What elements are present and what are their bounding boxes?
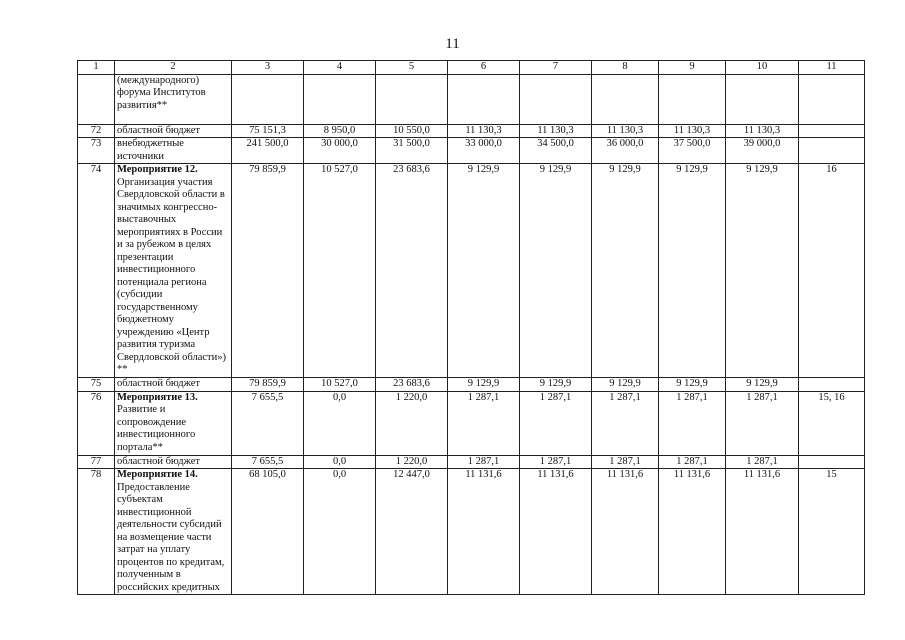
value-cell: 11 130,3 xyxy=(592,124,659,138)
row-number: 74 xyxy=(78,164,115,378)
column-number-row xyxy=(78,61,865,75)
value-cell: 79 859,9 xyxy=(232,164,304,378)
value-cell: 10 550,0 xyxy=(376,124,448,138)
value-cell: 11 131,6 xyxy=(448,469,520,595)
row-number: 76 xyxy=(78,391,115,455)
value-cell xyxy=(726,74,799,124)
value-cell: 1 287,1 xyxy=(659,391,726,455)
measure-title: Мероприятие 14. xyxy=(117,469,198,480)
col-header: 8 xyxy=(592,61,659,75)
value-cell: 11 130,3 xyxy=(726,124,799,138)
value-cell: 11 131,6 xyxy=(592,469,659,595)
value-cell: 1 287,1 xyxy=(726,391,799,455)
value-cell: 68 105,0 xyxy=(232,469,304,595)
row-number: 77 xyxy=(78,455,115,469)
value-cell: 1 287,1 xyxy=(592,455,659,469)
value-cell: 33 000,0 xyxy=(448,138,520,164)
row-number xyxy=(78,74,115,124)
value-cell: 1 287,1 xyxy=(448,455,520,469)
col-header: 11 xyxy=(799,61,865,75)
row-number: 72 xyxy=(78,124,115,138)
table-row xyxy=(78,455,865,469)
measure-title: Мероприятие 13. xyxy=(117,391,198,403)
value-cell: 9 129,9 xyxy=(659,378,726,392)
row-description xyxy=(115,74,232,124)
value-cell: 11 131,6 xyxy=(659,469,726,595)
row-description xyxy=(115,455,232,469)
row-description xyxy=(115,164,232,378)
value-cell: 9 129,9 xyxy=(448,378,520,392)
value-cell: 30 000,0 xyxy=(304,138,376,164)
row-number: 78 xyxy=(78,469,115,595)
value-cell: 10 527,0 xyxy=(304,378,376,392)
row-description xyxy=(115,124,232,138)
measure-title: Мероприятие 12. xyxy=(117,164,198,175)
row-description xyxy=(115,138,232,164)
value-cell: 37 500,0 xyxy=(659,138,726,164)
table-row xyxy=(78,378,865,392)
row-text: Развитие и сопровождение инвестиционного портала** xyxy=(117,404,196,453)
value-cell: 79 859,9 xyxy=(232,378,304,392)
target-ref-cell: 15, 16 xyxy=(799,391,865,455)
value-cell: 10 527,0 xyxy=(304,164,376,378)
row-text: Организация участия Свердловской области в значимых конгрессно-выставочных мероприятиях в России и за рубежом в целях презентации инвестиционного потенциала региона (субсидии государственному бюджетному учреждению «Центр развития туризма Свердловской области») ** xyxy=(117,176,226,375)
value-cell: 1 287,1 xyxy=(520,391,592,455)
row-text: областной бюджет xyxy=(117,455,200,467)
table-row xyxy=(78,469,865,595)
value-cell: 8 950,0 xyxy=(304,124,376,138)
budget-table xyxy=(77,60,865,595)
value-cell xyxy=(232,74,304,124)
value-cell: 11 130,3 xyxy=(448,124,520,138)
value-cell: 34 500,0 xyxy=(520,138,592,164)
col-header: 3 xyxy=(232,61,304,75)
row-text: областной бюджет xyxy=(117,124,200,136)
value-cell: 9 129,9 xyxy=(726,164,799,378)
value-cell: 39 000,0 xyxy=(726,138,799,164)
value-cell xyxy=(304,74,376,124)
value-cell: 7 655,5 xyxy=(232,455,304,469)
page-number: 11 xyxy=(445,36,460,52)
target-ref-cell xyxy=(799,124,865,138)
value-cell: 12 447,0 xyxy=(376,469,448,595)
row-description xyxy=(115,469,232,595)
row-text: Предоставление субъектам инвестиционной деятельности субсидий на возмещение части затрат на уплату процентов по кредитам, полученным в российских кредитных xyxy=(117,481,225,593)
value-cell: 9 129,9 xyxy=(726,378,799,392)
value-cell: 9 129,9 xyxy=(520,378,592,392)
col-header: 2 xyxy=(115,61,232,75)
value-cell: 1 220,0 xyxy=(376,455,448,469)
table-row xyxy=(78,74,865,124)
row-number: 73 xyxy=(78,138,115,164)
value-cell: 0,0 xyxy=(304,391,376,455)
value-cell: 75 151,3 xyxy=(232,124,304,138)
col-header: 6 xyxy=(448,61,520,75)
row-text: областной бюджет xyxy=(117,378,200,389)
value-cell: 11 130,3 xyxy=(520,124,592,138)
value-cell: 241 500,0 xyxy=(232,138,304,164)
target-ref-cell xyxy=(799,138,865,164)
value-cell: 7 655,5 xyxy=(232,391,304,455)
row-text: внебюджетные источники xyxy=(117,138,184,162)
table-row xyxy=(78,124,865,138)
col-header: 7 xyxy=(520,61,592,75)
value-cell: 1 220,0 xyxy=(376,391,448,455)
target-ref-cell: 16 xyxy=(799,164,865,378)
table-row xyxy=(78,138,865,164)
table-row xyxy=(78,164,865,378)
value-cell: 9 129,9 xyxy=(659,164,726,378)
row-text: (международного) форума Институтов развития** xyxy=(117,74,206,111)
value-cell: 11 131,6 xyxy=(726,469,799,595)
value-cell: 1 287,1 xyxy=(448,391,520,455)
value-cell: 9 129,9 xyxy=(448,164,520,378)
target-ref-cell xyxy=(799,378,865,392)
col-header: 1 xyxy=(78,61,115,75)
col-header: 10 xyxy=(726,61,799,75)
value-cell: 9 129,9 xyxy=(520,164,592,378)
col-header: 9 xyxy=(659,61,726,75)
col-header: 4 xyxy=(304,61,376,75)
value-cell: 23 683,6 xyxy=(376,378,448,392)
value-cell: 11 130,3 xyxy=(659,124,726,138)
value-cell: 1 287,1 xyxy=(592,391,659,455)
target-ref-cell: 15 xyxy=(799,469,865,595)
value-cell xyxy=(592,74,659,124)
value-cell: 1 287,1 xyxy=(659,455,726,469)
target-ref-cell xyxy=(799,74,865,124)
value-cell xyxy=(376,74,448,124)
value-cell: 9 129,9 xyxy=(592,164,659,378)
row-description xyxy=(115,378,232,392)
row-description xyxy=(115,391,232,455)
col-header: 5 xyxy=(376,61,448,75)
table-row xyxy=(78,391,865,455)
value-cell xyxy=(659,74,726,124)
target-ref-cell xyxy=(799,455,865,469)
value-cell: 23 683,6 xyxy=(376,164,448,378)
value-cell: 9 129,9 xyxy=(592,378,659,392)
value-cell: 1 287,1 xyxy=(726,455,799,469)
value-cell: 11 131,6 xyxy=(520,469,592,595)
value-cell: 0,0 xyxy=(304,455,376,469)
value-cell: 0,0 xyxy=(304,469,376,595)
value-cell xyxy=(520,74,592,124)
value-cell xyxy=(448,74,520,124)
value-cell: 36 000,0 xyxy=(592,138,659,164)
value-cell: 31 500,0 xyxy=(376,138,448,164)
table-body xyxy=(78,61,865,595)
row-number: 75 xyxy=(78,378,115,392)
value-cell: 1 287,1 xyxy=(520,455,592,469)
